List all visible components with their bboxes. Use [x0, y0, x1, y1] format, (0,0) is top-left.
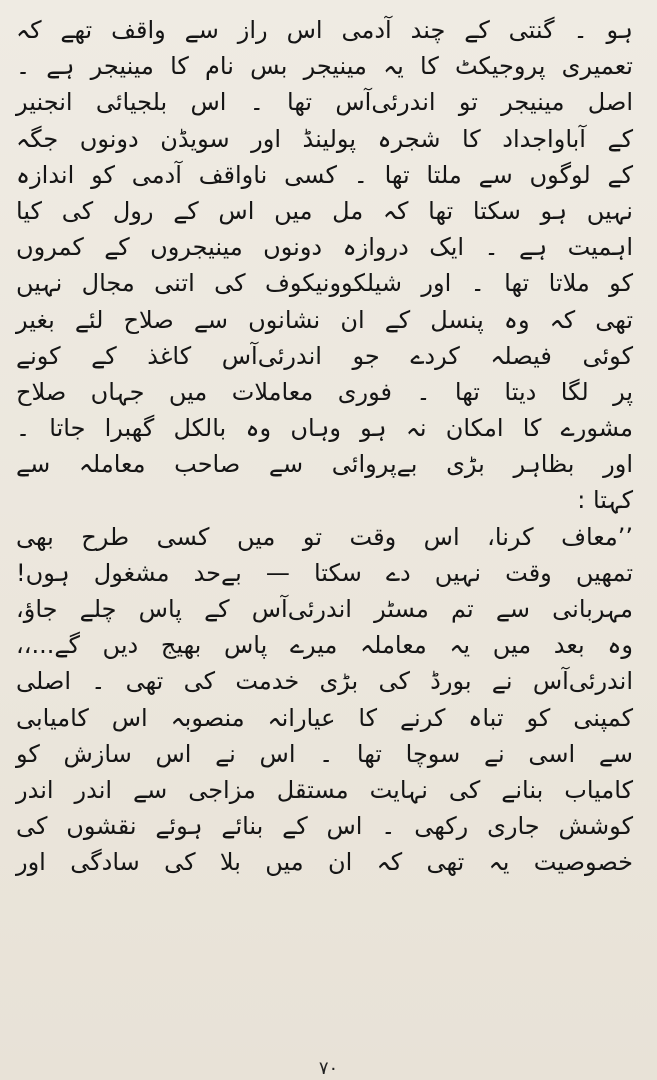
text-line: کو ملاتا تھا ۔ اور شیلکوونیکوف کی اتنی مجال نہیں [16, 269, 633, 298]
text-line: اہمیت ہے ۔ ایک دروازہ دونوں مینیجروں کے کمروں [16, 233, 633, 262]
text-line: اصل مینیجر تو اندرئی‌آس تھا ۔ اس بلجیائی انجنیر [16, 88, 633, 117]
text-line: کے آباواجداد کا شجرہ پولینڈ اور سویڈن دونوں جگہ [16, 124, 633, 153]
text-line: کامیاب بنانے کی نہایت مستقل مزاجی سے اندر اندر [16, 775, 633, 804]
text-line: مہربانی سے تم مسٹر اندرئی‌آس کے پاس چلے جاؤ، [16, 595, 633, 623]
text-line: تھی کہ وہ پنسل کے ان نشانوں سے صلاح لئے بغیر [16, 305, 633, 334]
text-line: تعمیری پروجیکٹ کا یہ مینیجر بس نام کا مینیجر ہے ۔ [16, 52, 633, 81]
text-line: کمپنی کو تباہ کرنے کا عیارانہ منصوبہ اس کامیابی [16, 703, 633, 732]
text-line: اور بظاہر بڑی بےپروائی سے صاحب معاملہ سے [16, 450, 633, 479]
text-line: مشورے کا امکان نہ ہو وہاں وہ بالکل گھبرا جاتا ۔ [16, 414, 633, 443]
text-line: کوشش جاری رکھی ۔ اس کے بنائے ہوئے نقشوں کی [16, 812, 633, 841]
page-text-block [14, 12, 635, 881]
text-line: وہ بعد میں یہ معاملہ میرے پاس بھیج دیں گے...،، [16, 631, 633, 660]
text-line: پر لگا دیتا تھا ۔ فوری معاملات میں جہاں صلاح [16, 377, 633, 406]
text-line: نہیں ہو سکتا تھا کہ مل میں اس کے رول کی کیا [16, 196, 633, 225]
page-number: ۷۰ [318, 1058, 339, 1079]
text-line: خصوصیت یہ تھی کہ ان میں بلا کی سادگی اور [16, 848, 633, 877]
text-line: اندرئی‌آس نے بورڈ کی بڑی خدمت کی تھی ۔ اصلی [16, 667, 633, 696]
text-line: سے اسی نے سوچا تھا ۔ اس نے اس سازش کو [16, 739, 633, 768]
text-line: تمھیں وقت نہیں دے سکتا — بےحد مشغول ہوں! [16, 558, 633, 587]
text-line-short: کہتا : [577, 486, 633, 515]
text-line: ’’معاف کرنا، اس وقت تو میں کسی طرح بھی [16, 522, 633, 551]
text-line: کوئی فیصلہ کردے جو اندرئی‌آس کاغذ کے کونے [16, 341, 633, 370]
text-line: ہو ۔ گنتی کے چند آدمی اس راز سے واقف تھے کہ [16, 16, 633, 44]
text-line: کے لوگوں سے ملتا تھا ۔ کسی ناواقف آدمی کو اندازہ [16, 160, 633, 189]
